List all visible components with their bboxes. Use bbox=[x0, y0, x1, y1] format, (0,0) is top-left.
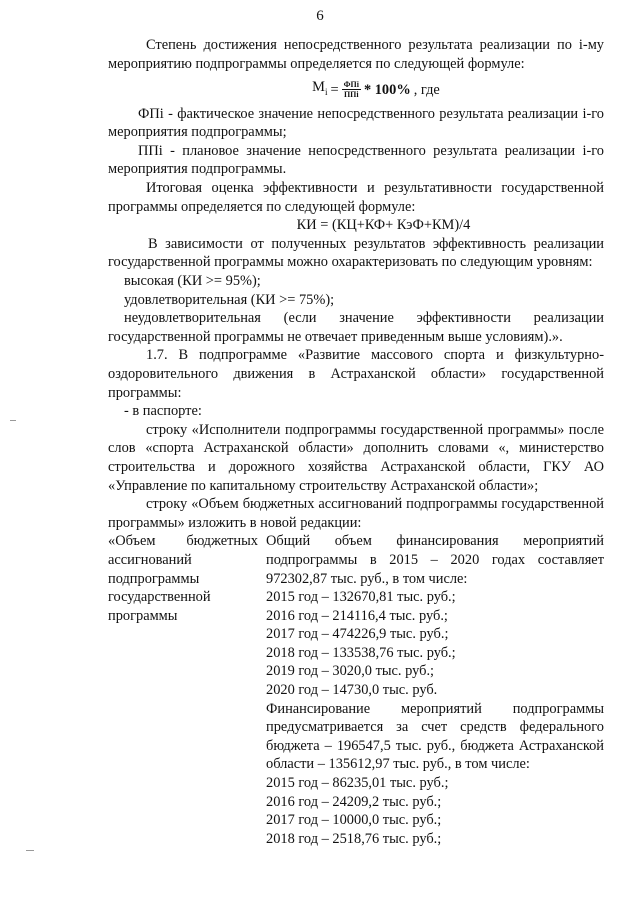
definition-fp: ФПі - фактическое значение непосредственного результата реализации i-го мероприятия подпрограммы; bbox=[108, 105, 604, 141]
level-satisfactory: удовлетворительная (КИ >= 75%); bbox=[124, 291, 335, 308]
budget-table-value-cell bbox=[266, 532, 604, 848]
executors-paragraph: строку «Исполнители подпрограммы государственной программы» после слов «спорта Астраханской области» дополнить словами «, министерство строительства и дорожного хозяйства Астраханской области, ГКУ АО «Управление по капитальному строительству Астраханской области»; bbox=[108, 421, 604, 494]
formula-multiplier: * 100% bbox=[363, 81, 411, 98]
intro-paragraph: Степень достижения непосредственного результата реализации по i-му мероприятию подпрограммы определяется по следующей формуле: bbox=[108, 37, 604, 72]
formula-eq: = bbox=[330, 81, 339, 98]
year-total-2017: 2017 год – 474226,9 тыс. руб.; bbox=[266, 626, 449, 643]
year-total-2016: 2016 год – 214116,4 тыс. руб.; bbox=[266, 607, 448, 624]
section-1-7: 1.7. В подпрограмме «Развитие массового спорта и физкультурно-оздоровительного движения в Астраханской области» государственной программы: bbox=[108, 347, 604, 401]
formula-mi bbox=[148, 78, 604, 101]
budget-financing: Финансирование мероприятий подпрограммы предусматривается за счет средств федерального бюджета – 196547,5 тыс. руб., бюджета Астраханской области – 135612,97 тыс. руб., в том числе: bbox=[266, 700, 604, 773]
year-federal-2018: 2018 год – 2518,76 тыс. руб.; bbox=[266, 830, 442, 847]
volume-paragraph: строку «Объем бюджетных ассигнований подпрограммы государственной программы» изложить в новой редакции: bbox=[108, 496, 604, 531]
year-total-2020: 2020 год – 14730,0 тыс. руб. bbox=[266, 682, 438, 699]
budget-table-label: «Объем бюджетных ассигнований подпрограммы государственной программы bbox=[108, 533, 258, 624]
year-federal-2016: 2016 год – 24209,2 тыс. руб.; bbox=[266, 793, 442, 810]
budget-total: Общий объем финансирования мероприятий подпрограммы в 2015 – 2020 годах составляет 972302,87 тыс. руб., в том числе: bbox=[266, 533, 604, 587]
level-unsatisfactory: неудовлетворительная (если значение эффективности реализации государственной программы не отвечает приведенным выше условиям).». bbox=[108, 310, 604, 345]
total-paragraph: Итоговая оценка эффективности и результативности государственной программы определяется по следующей формуле: bbox=[108, 180, 604, 215]
budget-table bbox=[108, 532, 604, 848]
year-total-2015: 2015 год – 132670,81 тыс. руб.; bbox=[266, 589, 456, 606]
definition-pp: ППі - плановое значение непосредственного результата реализации i-го мероприятия подпрограммы. bbox=[108, 142, 604, 178]
formula-fraction bbox=[342, 80, 361, 99]
year-federal-2017: 2017 год – 10000,0 тыс. руб.; bbox=[266, 812, 442, 829]
document-body bbox=[108, 36, 604, 848]
scan-mark bbox=[10, 420, 16, 421]
formula-lhs: $M_i$ bbox=[312, 79, 328, 98]
budget-table-label-cell bbox=[108, 532, 266, 848]
formula-ki: КИ = (КЦ+КФ+ КэФ+КМ)/4 bbox=[296, 217, 471, 234]
year-federal-2015: 2015 год – 86235,01 тыс. руб.; bbox=[266, 775, 449, 792]
formula-denominator: ППі bbox=[343, 90, 359, 100]
item-passport: - в паспорте: bbox=[124, 403, 202, 420]
formula-tail: , где bbox=[413, 81, 440, 98]
depend-paragraph: В зависимости от полученных результатов эффективность реализации государственной программы можно охарактеризовать по следующим уровням: bbox=[108, 235, 604, 271]
formula-numerator: ФПі bbox=[343, 80, 359, 90]
year-total-2019: 2019 год – 3020,0 тыс. руб.; bbox=[266, 663, 435, 680]
level-high: высокая (КИ >= 95%); bbox=[124, 273, 261, 289]
page-number: 6 bbox=[316, 8, 324, 24]
year-total-2018: 2018 год – 133538,76 тыс. руб.; bbox=[266, 644, 456, 661]
scan-mark bbox=[26, 850, 34, 851]
